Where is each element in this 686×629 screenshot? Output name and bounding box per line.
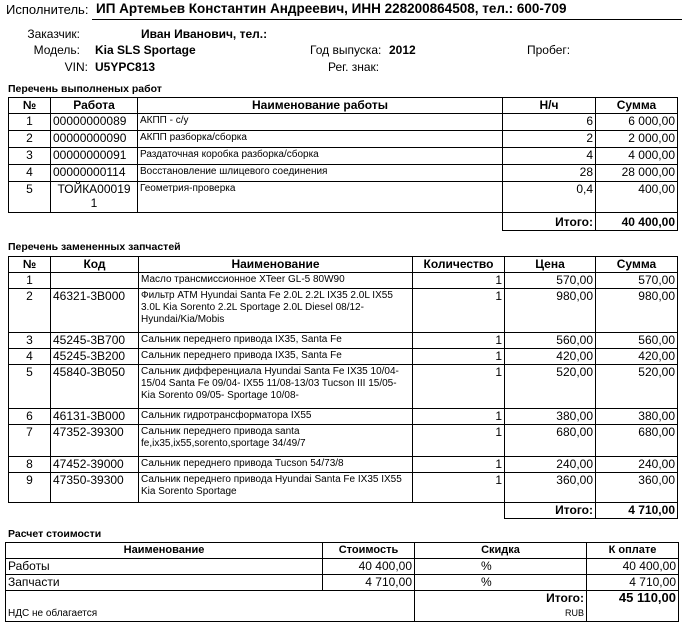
table-row [9, 165, 678, 182]
parts-row-code: 45840-3B050 [51, 365, 139, 409]
works-row-sum: 6 000,00 [596, 114, 678, 131]
parts-row-n: 5 [9, 365, 51, 409]
works-total-row [9, 213, 678, 231]
calc-total-value: 45 110,00 [587, 591, 679, 622]
works-col-n: № [9, 98, 51, 114]
calc-row-pay: 40 400,00 [587, 559, 679, 575]
table-row [6, 559, 679, 575]
customer-value: Иван Иванович, тел.: [141, 27, 268, 41]
parts-row-sum: 520,00 [596, 365, 678, 409]
table-row [9, 365, 678, 409]
model-label: Модель: [33, 43, 80, 57]
parts-row-qty: 1 [413, 425, 505, 457]
calc-table [5, 542, 679, 622]
works-row-code: 00000000091 [51, 148, 138, 165]
parts-row-code: 46131-3B000 [51, 409, 139, 425]
works-row-sum: 2 000,00 [596, 131, 678, 148]
parts-row-qty: 1 [413, 349, 505, 365]
parts-total-value: 4 710,00 [596, 503, 678, 519]
works-total-value: 40 400,00 [596, 213, 678, 231]
parts-row-n: 9 [9, 473, 51, 503]
works-row-name: Раздаточная коробка разборка/сборка [138, 148, 503, 165]
parts-row-price: 240,00 [505, 457, 596, 473]
calc-row-discount: % [415, 559, 587, 575]
parts-row-price: 380,00 [505, 409, 596, 425]
works-row-sum: 28 000,00 [596, 165, 678, 182]
parts-row-code: 45245-3B700 [51, 333, 139, 349]
calc-total-label: Итого: [546, 591, 584, 605]
table-row [9, 473, 678, 503]
parts-col-price: Цена [505, 257, 596, 273]
parts-row-sum: 420,00 [596, 349, 678, 365]
parts-row-price: 570,00 [505, 273, 596, 289]
parts-col-name: Наименование [139, 257, 413, 273]
parts-row-name: Масло трансмиссионное XTeer GL-5 80W90 [139, 273, 413, 289]
works-row-code: 00000000114 [51, 165, 138, 182]
parts-row-name: Сальник переднего привода Hyundai Santa Fe IX35 IX55 Kia Sorento Sportage [139, 473, 413, 503]
parts-row-sum: 980,00 [596, 289, 678, 333]
table-row [9, 131, 678, 148]
works-col-hours: Н/ч [503, 98, 596, 114]
works-col-code: Работа [51, 98, 138, 114]
parts-row-price: 520,00 [505, 365, 596, 409]
works-header-row [9, 98, 678, 114]
works-row-sum: 400,00 [596, 182, 678, 213]
parts-row-n: 8 [9, 457, 51, 473]
works-row-n: 1 [9, 114, 51, 131]
calc-row-name: Работы [6, 559, 323, 575]
works-row-name: АКПП разборка/сборка [138, 131, 503, 148]
works-row-sum: 4 000,00 [596, 148, 678, 165]
calc-section-title: Расчет стоимости [8, 528, 102, 540]
parts-row-price: 980,00 [505, 289, 596, 333]
works-row-n: 5 [9, 182, 51, 213]
parts-col-qty: Количество [413, 257, 505, 273]
parts-row-sum: 380,00 [596, 409, 678, 425]
works-row-n: 4 [9, 165, 51, 182]
parts-row-qty: 1 [413, 365, 505, 409]
works-table [8, 97, 678, 231]
vin-label: VIN: [64, 60, 88, 74]
works-total-label: Итого: [503, 213, 596, 231]
parts-row-code: 47350-39300 [51, 473, 139, 503]
works-row-hours: 0,4 [503, 182, 596, 213]
parts-row-sum: 560,00 [596, 333, 678, 349]
parts-row-n: 3 [9, 333, 51, 349]
calc-header-row [6, 543, 679, 559]
works-row-code: 00000000089 [51, 114, 138, 131]
parts-row-price: 680,00 [505, 425, 596, 457]
parts-row-qty: 1 [413, 289, 505, 333]
parts-row-price: 360,00 [505, 473, 596, 503]
parts-row-name: Фильтр ATM Hyundai Santa Fe 2.0L 2.2L IX35 2.0L IX55 3.0L Kia Sorento 2.2L Sportage 2.0L Diesel 08/12- Hyundai/Kia/Mobis [139, 289, 413, 333]
table-row [9, 148, 678, 165]
table-row [6, 575, 679, 591]
year-value: 2012 [389, 43, 416, 57]
parts-row-name: Сальник переднего привода Tucson 54/73/8 [139, 457, 413, 473]
calc-total-row [6, 591, 679, 622]
table-row [9, 182, 678, 213]
calc-col-name: Наименование [6, 543, 323, 559]
parts-row-qty: 1 [413, 457, 505, 473]
parts-row-sum: 360,00 [596, 473, 678, 503]
calc-col-discount: Скидка [415, 543, 587, 559]
parts-row-n: 7 [9, 425, 51, 457]
works-row-hours: 2 [503, 131, 596, 148]
header-underline [92, 19, 682, 20]
works-row-n: 2 [9, 131, 51, 148]
parts-row-sum: 680,00 [596, 425, 678, 457]
parts-total-label: Итого: [505, 503, 596, 519]
parts-row-code: 47352-39300 [51, 425, 139, 457]
parts-row-n: 2 [9, 289, 51, 333]
table-row [9, 114, 678, 131]
parts-row-sum: 570,00 [596, 273, 678, 289]
table-row [9, 289, 678, 333]
calc-total-label-cell [415, 591, 587, 622]
parts-row-name: Сальник дифференциала Hyundai Santa Fe IX35 10/04-15/04 Santa Fe 09/04- IX55 11/08-13/03 Tucson III 15/05- Kia Sorento 09/05- Sportage 10/08- [139, 365, 413, 409]
parts-col-sum: Сумма [596, 257, 678, 273]
parts-row-name: Сальник переднего привода IX35, Santa Fe [139, 349, 413, 365]
parts-header-row [9, 257, 678, 273]
parts-row-code [51, 273, 139, 289]
parts-col-code: Код [51, 257, 139, 273]
calc-row-name: Запчасти [6, 575, 323, 591]
parts-row-n: 1 [9, 273, 51, 289]
works-row-code: 00000000090 [51, 131, 138, 148]
works-row-code: ТОЙКА00019 1 [51, 182, 138, 213]
parts-row-name: Сальник переднего привода IX35, Santa Fe [139, 333, 413, 349]
parts-row-name: Сальник гидротрансформатора IX55 [139, 409, 413, 425]
year-label: Год выпуска: [310, 43, 382, 57]
reg-label: Рег. знак: [328, 60, 380, 74]
parts-row-price: 560,00 [505, 333, 596, 349]
customer-label: Заказчик: [27, 27, 80, 41]
parts-row-name: Сальник переднего привода santa fe,ix35,ix55,sorento,sportage 34/49/7 [139, 425, 413, 457]
parts-total-row [9, 503, 678, 519]
table-row [9, 349, 678, 365]
contractor-value: ИП Артемьев Константин Андреевич, ИНН 228200864508, тел.: 600-709 [96, 1, 567, 16]
parts-row-sum: 240,00 [596, 457, 678, 473]
parts-row-n: 6 [9, 409, 51, 425]
works-row-name: Восстановление шлицевого соединения [138, 165, 503, 182]
works-row-hours: 4 [503, 148, 596, 165]
model-value: Kia SLS Sportage [95, 43, 196, 57]
calc-currency: RUB [564, 608, 584, 618]
calc-row-cost: 4 710,00 [323, 575, 415, 591]
calc-col-cost: Стоимость [323, 543, 415, 559]
contractor-label: Исполнитель: [6, 2, 89, 17]
mileage-label: Пробег: [527, 43, 571, 57]
parts-table [8, 256, 678, 519]
parts-row-n: 4 [9, 349, 51, 365]
works-row-name: Геометрия-проверка [138, 182, 503, 213]
works-row-hours: 6 [503, 114, 596, 131]
works-col-sum: Сумма [596, 98, 678, 114]
parts-row-qty: 1 [413, 273, 505, 289]
parts-row-qty: 1 [413, 409, 505, 425]
calc-col-pay: К оплате [587, 543, 679, 559]
vin-value: U5YPC813 [95, 60, 156, 74]
table-row [9, 333, 678, 349]
parts-row-code: 45245-3B200 [51, 349, 139, 365]
works-row-hours: 28 [503, 165, 596, 182]
table-row [9, 409, 678, 425]
calc-row-cost: 40 400,00 [323, 559, 415, 575]
parts-row-code: 47452-39000 [51, 457, 139, 473]
parts-row-price: 420,00 [505, 349, 596, 365]
works-section-title: Перечень выполненых работ [8, 83, 162, 95]
works-col-name: Наименование работы [138, 98, 503, 114]
parts-row-qty: 1 [413, 473, 505, 503]
calc-row-discount: % [415, 575, 587, 591]
parts-row-qty: 1 [413, 333, 505, 349]
table-row [9, 457, 678, 473]
parts-col-n: № [9, 257, 51, 273]
parts-section-title: Перечень замененных запчастей [8, 241, 181, 253]
table-row [9, 425, 678, 457]
parts-row-code: 46321-3B000 [51, 289, 139, 333]
vat-note: НДС не облагается [6, 591, 415, 622]
works-row-name: АКПП - с/у [138, 114, 503, 131]
works-row-n: 3 [9, 148, 51, 165]
table-row [9, 273, 678, 289]
calc-row-pay: 4 710,00 [587, 575, 679, 591]
